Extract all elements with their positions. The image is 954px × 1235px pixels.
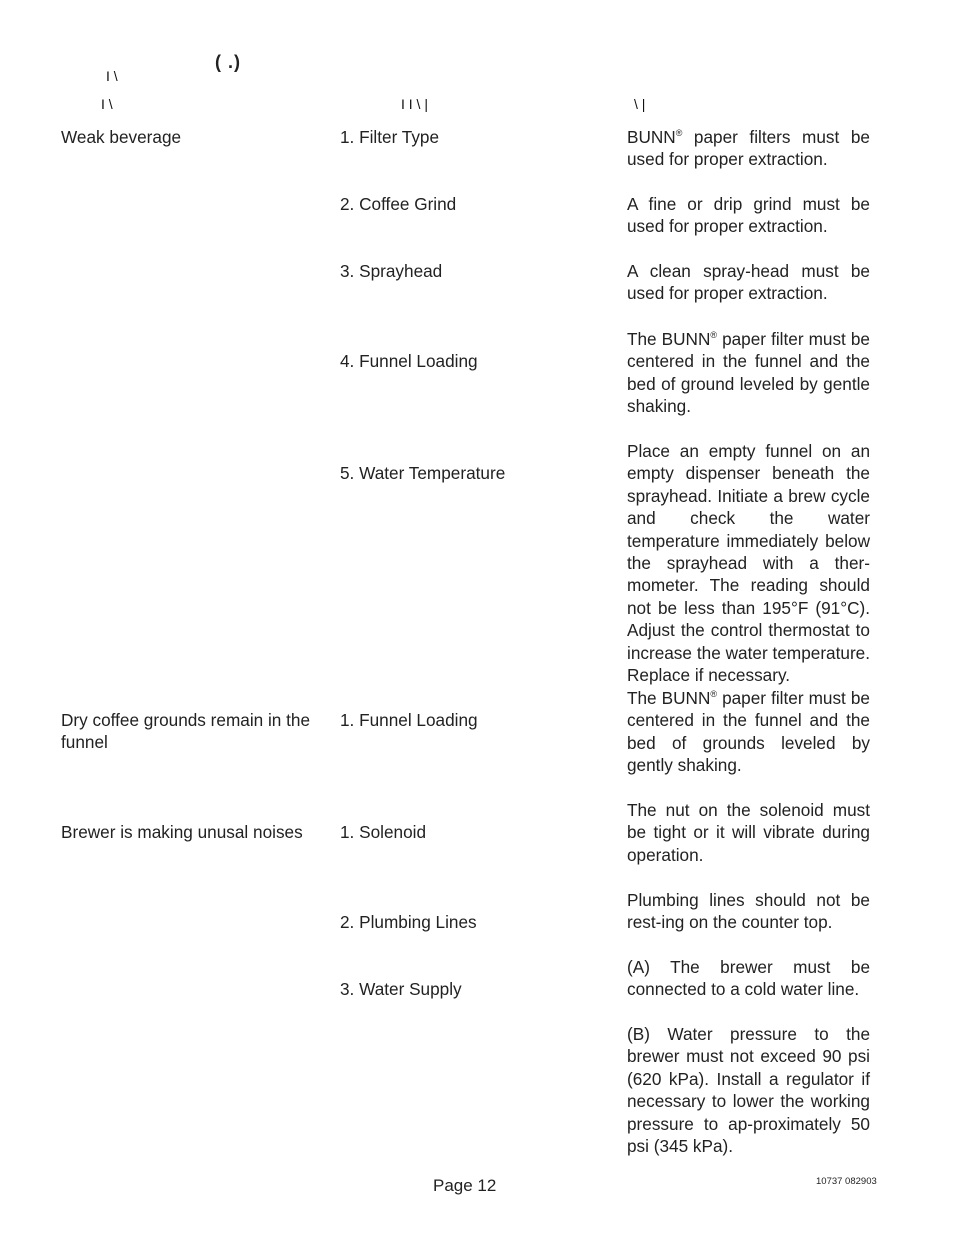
problem-cell: Dry coffee grounds remain in the funnel — [61, 710, 311, 753]
page-number: Page 12 — [433, 1176, 497, 1195]
remedy-text: (B) Water pressure to the brewer must not exceed 90 psi (620 kPa). Install a regulator if necessary to lower the working pressure to ap-proximately 50 psi (345 kPa). — [627, 1024, 870, 1157]
cause-cell: 2. Plumbing Lines — [340, 912, 477, 932]
remedy-cell — [627, 687, 870, 777]
remedy-text: The BUNN — [627, 688, 711, 708]
problem-cell: Brewer is making unusal noises — [61, 822, 303, 842]
remedy-text: The BUNN — [627, 329, 711, 349]
remedy-cell — [627, 956, 870, 1001]
page-heading: ( .) — [215, 52, 241, 72]
remedy-cell — [627, 1023, 870, 1157]
remedy-text: paper filter must be centered in the funnel and the bed of ground leveled by gentle shaking. — [627, 329, 870, 417]
remedy-cell — [627, 193, 870, 238]
column-heading-problem: I \ — [101, 96, 113, 112]
remedy-text: BUNN — [627, 127, 676, 147]
column-heading-remedy: \ | — [634, 96, 646, 112]
remedy-cell — [627, 440, 870, 686]
remedy-text: Place an empty funnel on an empty dispenser beneath the sprayhead. Initiate a brew cycle and check the water temperature immediately below the sprayhead with a ther-mometer. The reading should not be less than 195°F (91°C). Adjust the control thermostat to increase the water temperature. Replace if necessary. — [627, 441, 870, 686]
remedy-cell — [627, 126, 870, 171]
registered-mark: ® — [710, 689, 718, 699]
cause-cell: 1. Solenoid — [340, 822, 427, 842]
remedy-text: A clean spray-head must be used for proper extraction. — [627, 261, 870, 304]
column-heading-cause: I I \ | — [401, 96, 428, 112]
cause-cell: 5. Water Temperature — [340, 463, 506, 483]
cause-cell: 2. Coffee Grind — [340, 194, 457, 214]
remedy-text: paper filters must be used for proper extraction. — [627, 127, 870, 170]
header-fragment: I \ — [106, 68, 118, 84]
remedy-text: The nut on the solenoid must be tight or it will vibrate during operation. — [627, 800, 870, 865]
registered-mark: ® — [710, 330, 718, 340]
remedy-cell — [627, 799, 870, 866]
remedy-cell — [627, 328, 870, 418]
remedy-text: A fine or drip grind must be used for proper extraction. — [627, 194, 870, 237]
cause-cell: 4. Funnel Loading — [340, 351, 478, 371]
remedy-cell — [627, 889, 870, 934]
cause-cell: 1. Filter Type — [340, 127, 440, 147]
remedy-cell — [627, 260, 870, 305]
cause-cell: 1. Funnel Loading — [340, 710, 478, 730]
problem-cell: Weak beverage — [61, 127, 182, 147]
remedy-text: paper filter must be centered in the funnel and the bed of grounds leveled by gently shaking. — [627, 688, 870, 776]
registered-mark: ® — [675, 128, 683, 138]
cause-cell: 3. Water Supply — [340, 979, 462, 999]
document-number: 10737 082903 — [816, 1176, 877, 1187]
remedy-text: (A) The brewer must be connected to a cold water line. — [627, 957, 870, 1000]
cause-cell: 3. Sprayhead — [340, 261, 443, 281]
remedy-text: Plumbing lines should not be rest-ing on the counter top. — [627, 890, 870, 933]
